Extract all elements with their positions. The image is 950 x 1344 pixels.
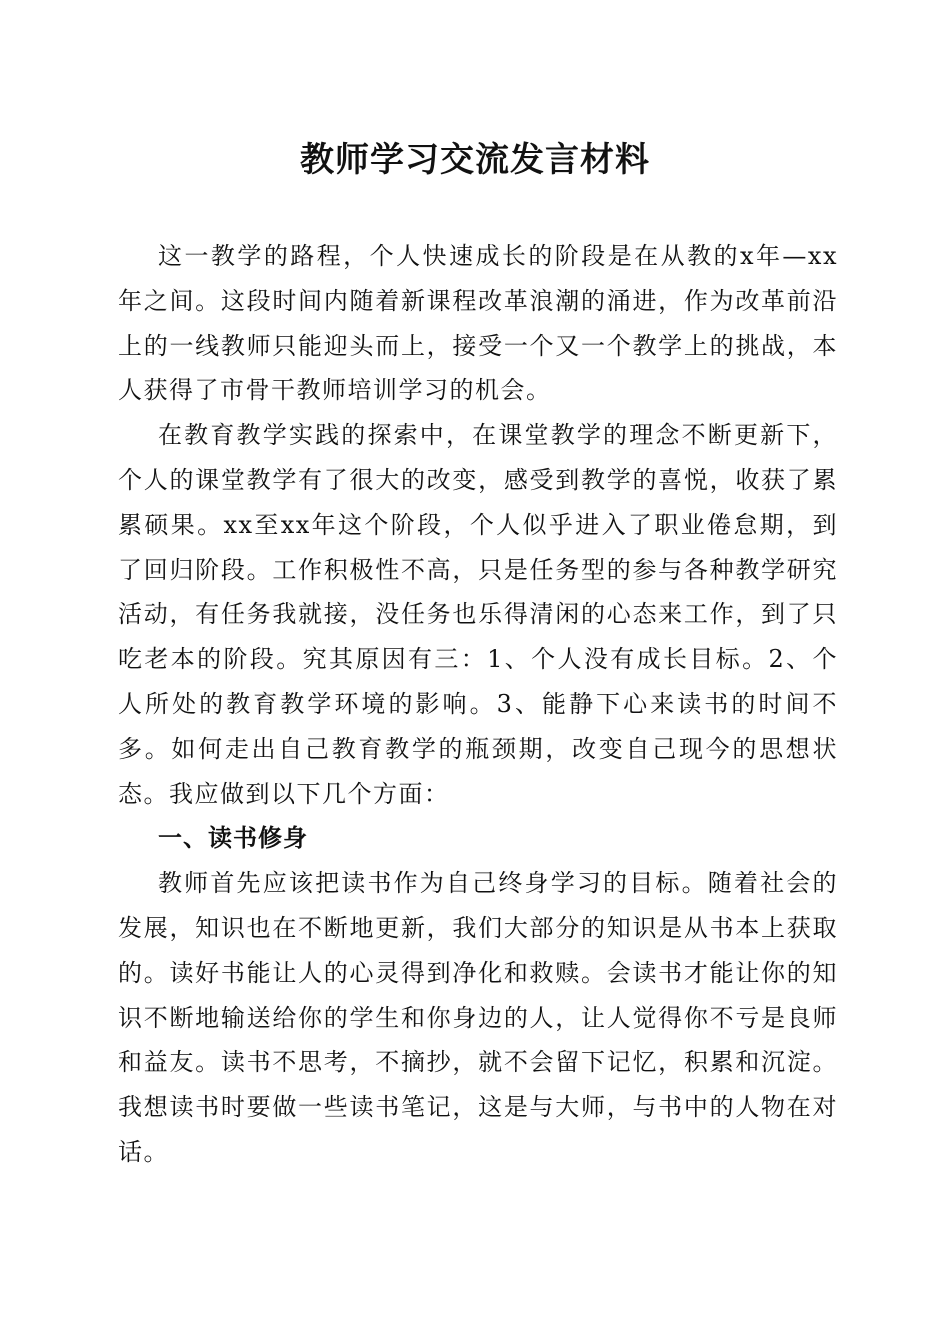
paragraph-intro: 这一教学的路程，个人快速成长的阶段是在从教的x年—xx年之间。这段时间内随着新课程改革浪潮的涌进，作为改革前沿上的一线教师只能迎头而上，接受一个又一个教学上的挑战，本人获得了市骨干教师培训学习的机会。	[118, 242, 838, 405]
paragraph-reading: 教师首先应该把读书作为自己终身学习的目标。随着社会的发展，知识也在不断地更新，我们大部分的知识是从书本上获取的。读好书能让人的心灵得到净化和救赎。会读书才能让你的知识不断地输送给你的学生和你身边的人，让人觉得你不亏是良师和益友。读书不思考，不摘抄，就不会留下记忆，积累和沉淀。我想读书时要做一些读书笔记，这是与大师，与书中的人物在对话。	[118, 869, 838, 1166]
document-title: 教师学习交流发言材料	[300, 140, 650, 180]
paragraph-reflection: 在教育教学实践的探索中，在课堂教学的理念不断更新下，个人的课堂教学有了很大的改变，感受到教学的喜悦，收获了累累硕果。xx至xx年这个阶段，个人似乎进入了职业倦怠期，到了回归阶段。工作积极性不高，只是任务型的参与各种教学研究活动，有任务我就接，没任务也乐得清闲的心态来工作，到了只吃老本的阶段。究其原因有三：1、个人没有成长目标。2、个人所处的教育教学环境的影响。3、能静下心来读书的时间不多。如何走出自己教育教学的瓶颈期，改变自己现今的思想状态。我应做到以下几个方面：	[118, 421, 838, 808]
section-heading: 一、读书修身	[158, 824, 308, 853]
document-body	[118, 234, 838, 1175]
